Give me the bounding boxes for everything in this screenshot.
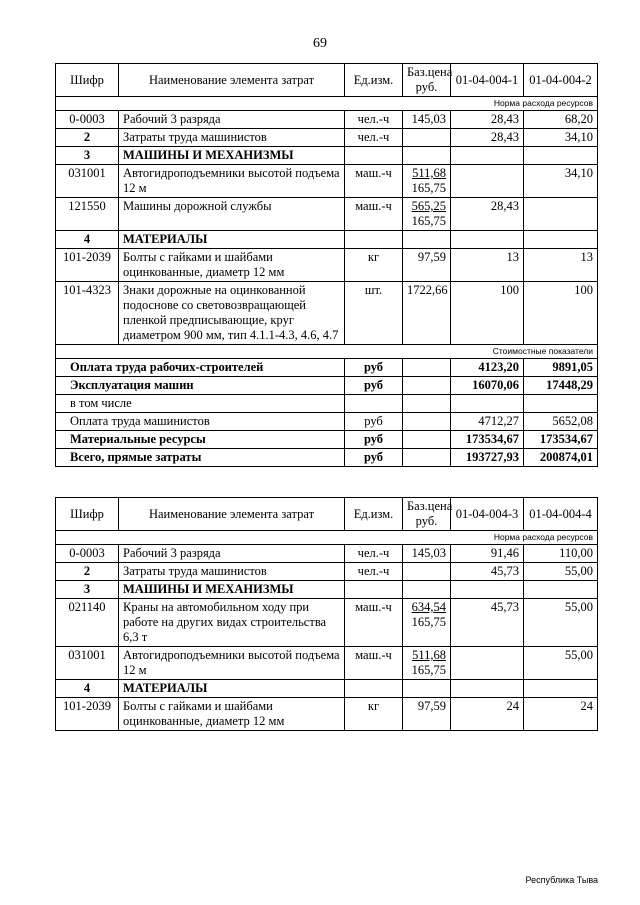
totals-value-1: 173534,67 [451, 431, 524, 449]
row-price [403, 563, 451, 581]
row-name: Рабочий 3 разряда [119, 545, 345, 563]
section-row [56, 147, 598, 165]
row-unit: маш.-ч [345, 198, 403, 231]
totals-value-1: 193727,93 [451, 449, 524, 467]
totals-value-2: 173534,67 [524, 431, 598, 449]
table-header-row [56, 498, 598, 531]
row-value-1: 24 [451, 698, 524, 731]
row-code: 101-4323 [56, 282, 119, 345]
norm-note: Норма расхода ресурсов [56, 97, 598, 111]
row-name: Затраты труда машинистов [119, 563, 345, 581]
row-value-2: 24 [524, 698, 598, 731]
norm-note-row [56, 531, 598, 545]
row-value-2: 110,00 [524, 545, 598, 563]
row-value-1: 100 [451, 282, 524, 345]
totals-name: Оплата труда машинистов [56, 413, 345, 431]
row-value-2: 13 [524, 249, 598, 282]
section-row [56, 231, 598, 249]
row-price-wage: 165,75 [411, 214, 446, 228]
row-code: 101-2039 [56, 698, 119, 731]
header-variant-2: 01-04-004-2 [524, 64, 598, 97]
cost-note: Стоимостные показатели [56, 345, 598, 359]
section-row [56, 581, 598, 599]
header-code: Шифр [56, 64, 119, 97]
row-price-machine: 511,68 [412, 166, 446, 180]
row-code: 2 [56, 563, 119, 581]
header-unit: Ед.изм. [345, 498, 403, 531]
row-price-machine: 634,54 [411, 600, 446, 614]
row-name: Затраты труда машинистов [119, 129, 345, 147]
row-name: Болты с гайками и шайбами оцинкованные, диаметр 12 мм [119, 698, 345, 731]
table-row [56, 282, 598, 345]
table-row [56, 165, 598, 198]
section-code: 4 [56, 231, 119, 249]
section-code: 3 [56, 147, 119, 165]
row-name: Машины дорожной службы [119, 198, 345, 231]
row-name: Автогидроподъемники высотой подъема 12 м [119, 647, 345, 680]
row-code: 0-0003 [56, 111, 119, 129]
table-row [56, 545, 598, 563]
header-code: Шифр [56, 498, 119, 531]
row-price: 97,59 [403, 698, 451, 731]
totals-unit: руб [345, 431, 403, 449]
totals-name: Эксплуатация машин [56, 377, 345, 395]
row-code: 031001 [56, 647, 119, 680]
totals-row [56, 413, 598, 431]
row-price [403, 129, 451, 147]
row-value-1 [451, 647, 524, 680]
row-unit: маш.-ч [345, 165, 403, 198]
row-unit: чел.-ч [345, 563, 403, 581]
row-unit: кг [345, 698, 403, 731]
row-value-1: 28,43 [451, 111, 524, 129]
row-unit: маш.-ч [345, 599, 403, 647]
footer-region: Республика Тыва [525, 875, 598, 885]
row-code: 121550 [56, 198, 119, 231]
table-header-row [56, 64, 598, 97]
header-variant-3: 01-04-004-3 [451, 498, 524, 531]
norm-note: Норма расхода ресурсов [56, 531, 598, 545]
row-price: 145,03 [403, 111, 451, 129]
row-value-1: 45,73 [451, 599, 524, 647]
row-value-2: 68,20 [524, 111, 598, 129]
row-price-wage: 165,75 [411, 663, 446, 677]
totals-name: Всего, прямые затраты [56, 449, 345, 467]
totals-value-2: 5652,08 [524, 413, 598, 431]
row-value-2: 55,00 [524, 599, 598, 647]
totals-row [56, 449, 598, 467]
row-value-1: 13 [451, 249, 524, 282]
totals-name: Материальные ресурсы [56, 431, 345, 449]
section-code: 4 [56, 680, 119, 698]
row-price-machine: 565,25 [411, 199, 446, 213]
row-unit: чел.-ч [345, 545, 403, 563]
section-title: МАШИНЫ И МЕХАНИЗМЫ [119, 581, 345, 599]
row-value-2 [524, 198, 598, 231]
totals-unit: руб [345, 359, 403, 377]
totals-row [56, 359, 598, 377]
row-price: 145,03 [403, 545, 451, 563]
row-value-2: 55,00 [524, 563, 598, 581]
totals-unit: руб [345, 413, 403, 431]
section-title: МАШИНЫ И МЕХАНИЗМЫ [119, 147, 345, 165]
section-row [56, 680, 598, 698]
row-price: 1722,66 [403, 282, 451, 345]
header-variant-1: 01-04-004-1 [451, 64, 524, 97]
row-code: 101-2039 [56, 249, 119, 282]
totals-unit: руб [345, 377, 403, 395]
page-number: 69 [313, 36, 327, 51]
table-row [56, 647, 598, 680]
totals-row [56, 431, 598, 449]
section-title: МАТЕРИАЛЫ [119, 231, 345, 249]
row-name: Краны на автомобильном ходу при работе на других видах строительства 6,3 т [119, 599, 345, 647]
header-variant-4: 01-04-004-4 [524, 498, 598, 531]
row-value-1 [451, 165, 524, 198]
estimate-table-1 [55, 63, 598, 467]
totals-value-2: 9891,05 [524, 359, 598, 377]
row-value-2: 34,10 [524, 165, 598, 198]
row-name: Автогидроподъемники высотой подъема 12 м [119, 165, 345, 198]
row-unit: чел.-ч [345, 111, 403, 129]
header-price: Баз.цена руб. [403, 498, 451, 531]
totals-name: в том числе [56, 395, 345, 413]
row-value-2: 34,10 [524, 129, 598, 147]
row-code: 021140 [56, 599, 119, 647]
row-value-1: 28,43 [451, 129, 524, 147]
totals-value-1: 16070,06 [451, 377, 524, 395]
row-unit: чел.-ч [345, 129, 403, 147]
cost-note-row [56, 345, 598, 359]
totals-value-2: 17448,29 [524, 377, 598, 395]
row-code: 0-0003 [56, 545, 119, 563]
row-unit: шт. [345, 282, 403, 345]
table-row [56, 563, 598, 581]
table-row [56, 599, 598, 647]
row-price-wage: 165,75 [411, 615, 446, 629]
header-name: Наименование элемента затрат [119, 498, 345, 531]
estimate-table-2 [55, 497, 598, 731]
totals-name: Оплата труда рабочих-строителей [56, 359, 345, 377]
table-row [56, 111, 598, 129]
row-price-machine: 511,68 [412, 648, 446, 662]
section-title: МАТЕРИАЛЫ [119, 680, 345, 698]
table-row [56, 129, 598, 147]
row-name: Знаки дорожные на оцинкованной подоснове со световозвращающей пленкой предписывающие, круг диаметром 900 мм, тип 4.1.1-4.3, 4.6, 4.7 [119, 282, 345, 345]
header-price: Баз.цена руб. [403, 64, 451, 97]
table-row [56, 198, 598, 231]
row-value-2: 55,00 [524, 647, 598, 680]
totals-row [56, 395, 598, 413]
section-code: 3 [56, 581, 119, 599]
row-unit: кг [345, 249, 403, 282]
row-name: Рабочий 3 разряда [119, 111, 345, 129]
row-price-wage: 165,75 [411, 181, 446, 195]
row-code: 2 [56, 129, 119, 147]
header-name: Наименование элемента затрат [119, 64, 345, 97]
row-value-2: 100 [524, 282, 598, 345]
row-value-1: 45,73 [451, 563, 524, 581]
row-price: 97,59 [403, 249, 451, 282]
totals-unit: руб [345, 449, 403, 467]
totals-value-1: 4123,20 [451, 359, 524, 377]
norm-note-row [56, 97, 598, 111]
row-value-1: 28,43 [451, 198, 524, 231]
header-unit: Ед.изм. [345, 64, 403, 97]
totals-row [56, 377, 598, 395]
totals-value-1: 4712,27 [451, 413, 524, 431]
row-unit: маш.-ч [345, 647, 403, 680]
row-value-1: 91,46 [451, 545, 524, 563]
table-row [56, 698, 598, 731]
totals-value-2: 200874,01 [524, 449, 598, 467]
table-row [56, 249, 598, 282]
row-code: 031001 [56, 165, 119, 198]
row-name: Болты с гайками и шайбами оцинкованные, диаметр 12 мм [119, 249, 345, 282]
